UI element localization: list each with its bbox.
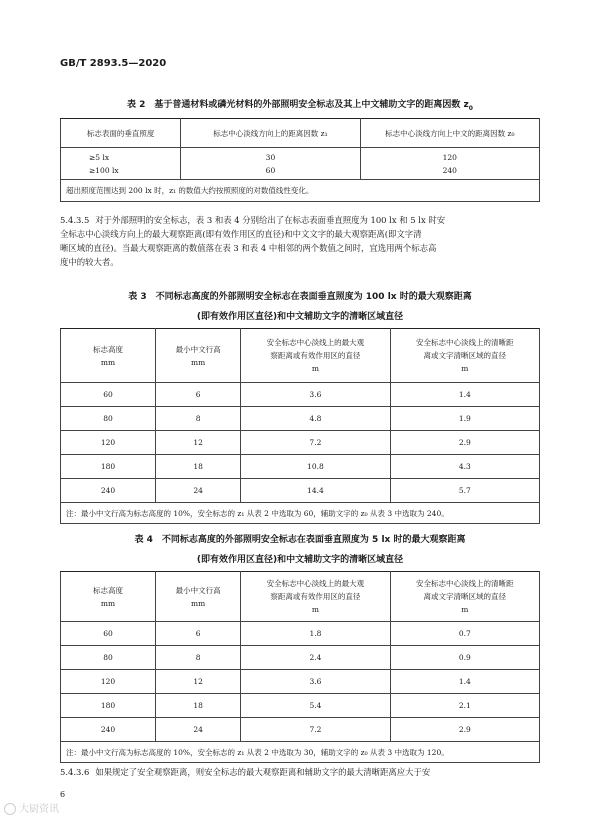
table-cell (360, 148, 539, 180)
table-cell: 12 (156, 431, 241, 455)
table-row (61, 646, 540, 670)
table2-caption-text: 表 2 基于普通材料或磷光材料的外部照明安全标志及其上中文辅助文字的距离因数 z (127, 100, 469, 110)
header-label: 察距离或有效作用区的直径 (270, 351, 361, 360)
header-label: 标志高度 (93, 585, 124, 595)
table-cell: 80 (61, 646, 156, 670)
table-cell: 1.4 (390, 670, 539, 694)
table-cell: 1.8 (241, 622, 390, 646)
table2-note: 超出照度范围达到 200 lx 时，z₁ 的数值大约按照照度的对数值线性变化。 (61, 180, 540, 202)
table3 (60, 328, 540, 524)
header-unit: m (461, 605, 469, 614)
table-cell: 60 (61, 383, 156, 407)
header-label: 安全标志中心淡线上的清晰距 (416, 579, 514, 588)
header-label: 最小中文行高 (175, 344, 221, 354)
table-cell: 4.3 (390, 455, 539, 479)
table3-caption-line1: 表 3 不同标志高度的外部照明安全标志在表面垂直照度为 100 lx 时的最大观察距离 (128, 292, 472, 302)
header-unit: mm (100, 598, 116, 608)
table-row (61, 694, 540, 718)
table-row (61, 431, 540, 455)
header-unit: mm (191, 598, 206, 608)
table-cell: 120 (61, 431, 156, 455)
table-cell: 6 (156, 622, 241, 646)
table-cell: 1.9 (390, 407, 539, 431)
table-row (61, 455, 540, 479)
table-cell: 8 (156, 407, 241, 431)
table-cell: 0.9 (390, 646, 539, 670)
table-cell: 5.4 (241, 694, 390, 718)
table-header-cell (241, 572, 390, 622)
table2-row2-illuminance: ≥100 lx (89, 165, 119, 175)
table-cell (61, 148, 181, 180)
table-cell: 2.9 (390, 718, 539, 742)
table-header-cell: 标志中心淡线方向上中文的距离因数 z₀ (360, 119, 539, 148)
table-cell: 80 (61, 407, 156, 431)
table-cell: 12 (156, 670, 241, 694)
paragraph-line: 全标志中心淡线方向上的最大观察距离(即有效作用区的直径)和中文文字的最大观察距离(即文字清 (60, 229, 422, 239)
watermark (4, 800, 59, 815)
table4-caption-line2: (即有效作用区直径)和中文辅助文字的清晰区域直径 (196, 555, 404, 565)
table-cell: 3.6 (241, 383, 390, 407)
watermark-text: 大厨资讯 (19, 804, 59, 815)
paragraph-line: 晰区域的直径)。当最大观察距离的数值落在表 3 和表 4 中相邻的两个数值之间时，宜选用两个标志高 (60, 243, 437, 253)
table-cell (181, 148, 360, 180)
table-cell: 18 (156, 455, 241, 479)
table-cell: 6 (156, 383, 241, 407)
table-cell: 5.7 (390, 479, 539, 503)
table-header-cell (61, 572, 156, 622)
table2-caption (60, 97, 540, 112)
table2-row2-z1: 60 (265, 165, 276, 175)
table-header-cell (156, 572, 241, 622)
header-label: 安全标志中心淡线上的清晰距 (416, 338, 514, 347)
table-row (61, 479, 540, 503)
table2-row1-z1: 30 (265, 152, 276, 162)
table-header-cell (241, 329, 390, 383)
table-header-cell (61, 329, 156, 383)
header-label: 离或文字清晰区域的直径 (423, 351, 507, 360)
clause-number: 5.4.3.5 (60, 215, 90, 225)
header-unit: m (461, 364, 469, 373)
standard-number: GB/T 2893.5—2020 (60, 58, 167, 69)
table-note-row (61, 742, 540, 763)
table-cell: 2.4 (241, 646, 390, 670)
table-header-row (61, 329, 540, 383)
watermark-logo-icon (4, 803, 16, 815)
table-cell: 24 (156, 479, 241, 503)
table-cell: 8 (156, 646, 241, 670)
table-cell: 24 (156, 718, 241, 742)
table-header-cell: 标志中心淡线方向上的距离因数 z₁ (181, 119, 360, 148)
paragraph-5-4-3-5 (60, 213, 540, 269)
table-cell: 0.7 (390, 622, 539, 646)
header-label: 离或文字清晰区域的直径 (423, 592, 507, 601)
table-cell: 60 (61, 622, 156, 646)
table-cell: 240 (61, 718, 156, 742)
table-row (61, 148, 540, 180)
paragraph-line (60, 213, 540, 227)
table-header-cell (390, 329, 539, 383)
table3-caption-line2: (即有效作用区直径)和中文辅助文字的清晰区域直径 (196, 312, 404, 322)
page-number: 6 (60, 790, 66, 799)
table-cell: 2.9 (390, 431, 539, 455)
table-row (61, 718, 540, 742)
clause-number: 5.4.3.6 (60, 767, 90, 777)
header-unit: mm (190, 357, 206, 367)
table2-row1-illuminance: ≥5 lx (89, 152, 110, 162)
table-row (61, 670, 540, 694)
header-label: 安全标志中心淡线上的最大观 (266, 579, 365, 588)
table2 (60, 118, 540, 202)
header-label: 安全标志中心淡线上的最大观 (266, 338, 365, 347)
table-cell: 120 (61, 670, 156, 694)
table-cell: 240 (61, 479, 156, 503)
table-cell: 3.6 (241, 670, 390, 694)
table-cell: 10.8 (241, 455, 390, 479)
table-header-row (61, 119, 540, 148)
table-header-cell: 标志表面的垂直照度 (61, 119, 181, 148)
table-cell: 7.2 (241, 718, 390, 742)
table-header-cell (390, 572, 539, 622)
table4-caption (60, 532, 540, 565)
table-cell: 14.4 (241, 479, 390, 503)
table3-caption (60, 289, 540, 322)
table4 (60, 571, 540, 763)
table2-caption-sub: 0 (468, 104, 473, 112)
table-cell: 7.2 (241, 431, 390, 455)
table-row (61, 622, 540, 646)
paragraph-line: 度中的较大者。 (60, 257, 119, 267)
table-cell: 1.4 (390, 383, 539, 407)
table-header-cell (156, 329, 241, 383)
table4-caption-line1: 表 4 不同标志高度的外部照明安全标志在表面垂直照度为 5 lx 时的最大观察距离 (134, 535, 466, 545)
header-label: 标志高度 (93, 344, 124, 354)
header-label: 最小中文行高 (175, 585, 221, 595)
paragraph-text: 如果规定了安全观察距离，则安全标志的最大观察距离和辅助文字的最大清晰距离应大于安 (95, 767, 431, 777)
header-label: 察距离或有效作用区的直径 (270, 592, 361, 601)
table-note-row (61, 503, 540, 524)
paragraph-text: 对于外部照明的安全标志，表 3 和表 4 分别给出了在标志表面垂直照度为 100 lx 和 5 lx 时安 (95, 215, 446, 225)
table-note-row (61, 180, 540, 202)
header-unit: m (311, 364, 319, 373)
header-unit: mm (100, 357, 116, 367)
table-cell: 180 (61, 455, 156, 479)
table-row (61, 383, 540, 407)
paragraph-5-4-3-6 (60, 765, 540, 779)
table4-note: 注：最小中文行高为标志高度的 10%，安全标志的 z₁ 从表 2 中选取为 30，辅助文字的 z₀ 从表 3 中选取为 120。 (61, 742, 540, 763)
table2-row1-z0: 120 (442, 152, 457, 162)
table2-row2-z0: 240 (442, 165, 457, 175)
table-cell: 2.1 (390, 694, 539, 718)
table-cell: 18 (156, 694, 241, 718)
table-header-row (61, 572, 540, 622)
table-cell: 4.8 (241, 407, 390, 431)
table3-note: 注：最小中文行高为标志高度的 10%，安全标志的 z₁ 从表 2 中选取为 60，辅助文字的 z₀ 从表 3 中选取为 240。 (61, 503, 540, 524)
header-unit: m (311, 605, 319, 614)
table-cell: 180 (61, 694, 156, 718)
table-row (61, 407, 540, 431)
